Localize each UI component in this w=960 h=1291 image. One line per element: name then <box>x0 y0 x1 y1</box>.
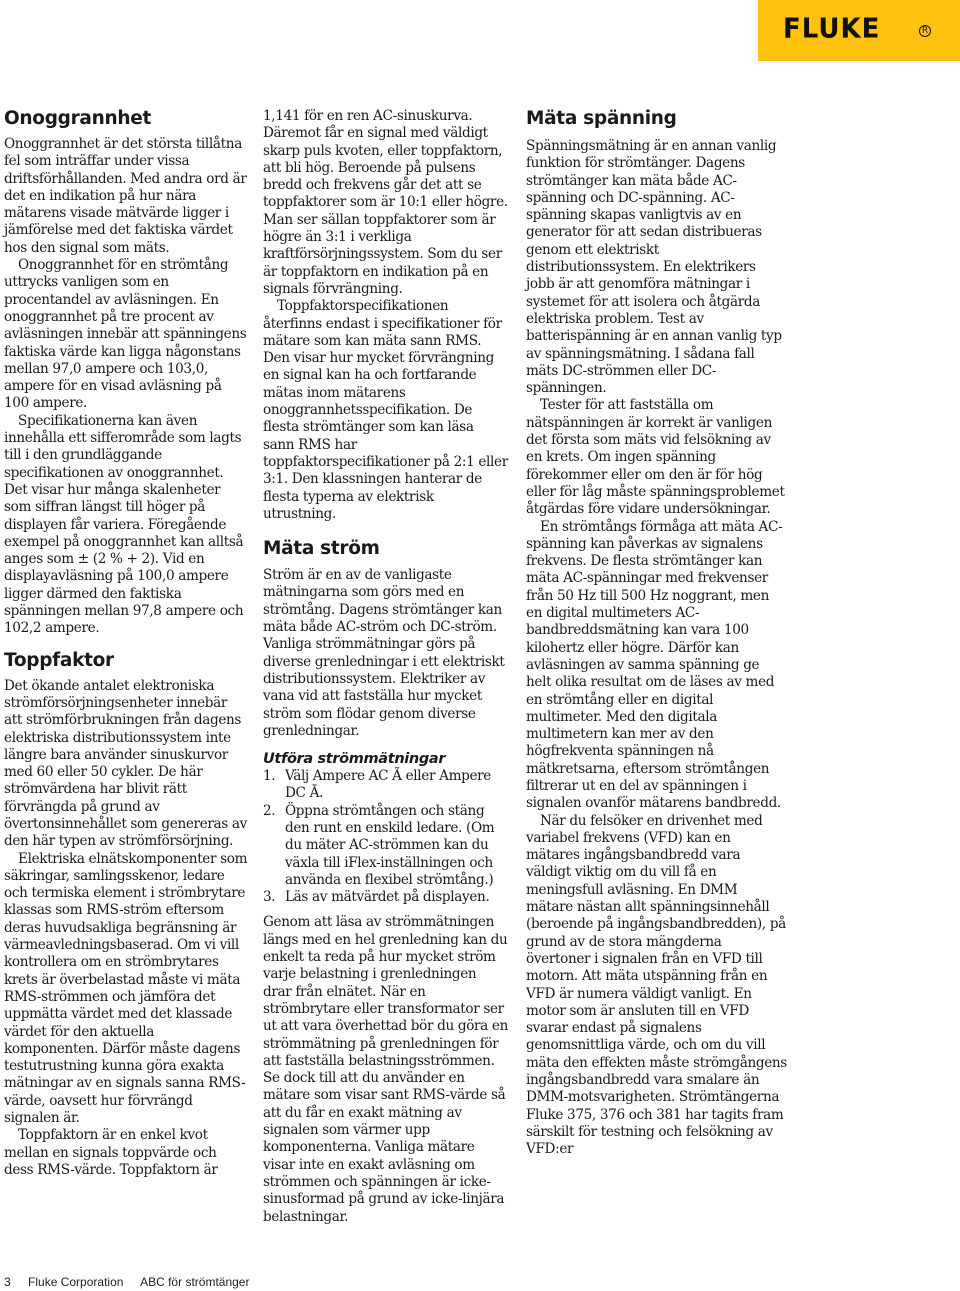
fluke-logo <box>758 0 960 61</box>
paragraph: Toppfaktorspecifikationen återfinns endast i specifikationer för mätare som kan mäta sann RMS. Den visar hur mycket förvrängning en signal kan ha och fortfarande mätas inom mätarens onoggrannhetsspecifikation. De flesta strömtänger som kan läsa sann RMS har toppfaktorspecifikationer på 2:1 eller 3:1. Den klassningen hanterar de flesta typerna av elektrisk utrustning. <box>263 298 508 522</box>
step-text: Öppna strömtången och stäng den runt en enskild ledare. (Om du mäter AC-strömmen kan du växla till iFlex-inställningen och använda en flexibel strömtång.) <box>285 802 495 888</box>
paragraph: Onoggrannhet är det största tillåtna fel som inträffar under vissa driftsförhållanden. Med andra ord är det en indikation på hur nära mätarens visade mätvärde ligger i jämförelse med det faktiska värdet hos den signal som mäts. <box>4 136 247 256</box>
list-item <box>263 768 508 803</box>
step-text: Välj Ampere AC Ã eller Ampere DC Ā. <box>285 768 492 802</box>
paragraph: Ström är en av de vanligaste mätningarna som görs med en strömtång. Dagens strömtänger kan mäta både AC-ström och DC-ström. Vanliga strömmätningar görs på diverse grenledningar i ett elektriskt distributionssystem. Elektriker av vana vid att fastställa hur mycket ström som flödar genom diverse grenledningar. <box>263 567 505 739</box>
logo-text: FLUKE <box>783 13 881 45</box>
paragraph: Genom att läsa av strömmätningen längs med en hel grenledning kan du enkelt ta reda på hur mycket ström varje belastning i grenledningen drar från elnätet. När en strömbrytare eller transformator ser ut att vara överhettad bör du göra en strömmätning på grenledningen för att fastställa belastningsströmmen. Se dock till att du använder en mätare som visar sant RMS-värde så att du får en exakt mätning av signalen som värmer upp komponenterna. Vanliga mätare visar inte en exakt avläsning om strömmen och spänningen är icke-sinusformad på grund av icke-linjära belastningar. <box>263 914 508 1225</box>
step-number: 3. <box>263 889 276 906</box>
paragraph: Tester för att fastställa om nätspänningen är korrekt är vanligen det första som mäts vid felsökning av en krets. Om ingen spänning förekommer eller om den är för hög eller för låg måste spänningsproblemet åtgärdas före vidare undersökningar. <box>526 397 785 518</box>
paragraph: 1,141 för en ren AC-sinuskurva. Däremot får en signal med väldigt skarp puls kvoten, eller toppfaktorn, att bli hög. Beroende på pulsens bredd och frekvens går det att se toppfaktorer som är 10:1 eller högre. Man ser sällan toppfaktorer som är högre än 3:1 i verkliga kraftförsörjningssystem. Som du ser är toppfaktorn en indikation på en signals förvrängning. <box>263 108 508 297</box>
footer-company: Fluke Corporation <box>28 1275 124 1289</box>
steps-list <box>263 768 508 906</box>
paragraph: När du felsöker en drivenhet med variabel frekvens (VFD) kan en mätares ingångsbandbredd vara väldigt viktig om du vill få en meningsfull avläsning. En DMM mätare nästan allt spänningsinnehåll (beroende på ingångsbandbredden), på grund av de stora mängderna övertoner i signalen från en VFD till motorn. Att mäta utspänning från en VFD är numera väldigt vanligt. En motor som är ansluten till en VFD svarar endast på signalens genomsnittliga värde, och om du vill mäta den effekten måste strömgångens ingångsbandbredd vara smalare än DMM-motsvarigheten. Strömtängerna Fluke 375, 376 och 381 har tagits fram särskilt för testning och felsökning av VFD:er <box>526 812 787 1158</box>
heading-onoggrannhet: Onoggrannhet <box>4 108 152 129</box>
list-item <box>263 889 508 906</box>
paragraph: Det ökande antalet elektroniska strömförsörjningsenheter innebär att strömförbrukningen från dagens elektriska distributionssystem inte längre bara använder sinuskurvor med 60 eller 50 cykler. De här strömvärdena har blivit rätt förvrängda på grund av övertonsinnehållet som genereras av den här typen av strömförsörjning. <box>4 677 247 850</box>
paragraph: En strömtångs förmåga att mäta AC-spänning kan påverkas av signalens frekvens. De flesta strömtänger kan mäta AC-spänningar med frekvenser från 50 Hz till 500 Hz noggrant, men en digital multimeters AC-bandbreddsmätning kan vara 100 kilohertz eller högre. Därför kan avläsningen av samma spänning ge helt olika resultat om de läses av med en strömtång eller en digital multimeter. Med den digitala multimetern kan mer av den högfrekventa spänningen nå mätkretsarna, eftersom strömtången filtrerar ut en del av spänningen i signalen ovanför mätarens bandbredd. <box>526 518 783 812</box>
footer-title: ABC för strömtänger <box>140 1275 250 1289</box>
step-number: 2. <box>263 802 276 819</box>
list-item <box>263 803 508 889</box>
heading-toppfaktor: Toppfaktor <box>4 649 114 671</box>
step-number: 1. <box>263 768 276 785</box>
heading-mata-spanning: Mäta spänning <box>526 108 677 129</box>
page-footer <box>4 1275 263 1289</box>
subheading-utfora-strommatningar: Utföra strömmätningar <box>263 751 446 768</box>
column-right <box>526 108 788 1159</box>
paragraph: Toppfaktorn är en enkel kvot mellan en signals toppvärde och dess RMS-värde. Toppfaktorn är <box>4 1127 218 1178</box>
paragraph: Spänningsmätning är en annan vanlig funktion för strömtänger. Dagens strömtänger kan mäta både AC-spänning och DC-spänning. AC-spänning skapas vanligtvis av en generator för att sedan distribueras genom ett elektriskt distributionssystem. En elektrikers jobb är att genomföra mätningar i systemet för att isolera och åtgärda elektriska problem. Test av batterispänning är en annan vanlig typ av spänningsmätning. I sådana fall mäts DC-strömmen eller DC-spänningen. <box>526 138 782 397</box>
page-number: 3 <box>4 1275 11 1289</box>
step-text: Läs av mätvärdet på displayen. <box>285 889 490 906</box>
paragraph: Elektriska elnätskomponenter som säkringar, samlingsskenor, ledare och termiska element i strömbrytare klassas som RMS-ström eftersom deras huvudsakliga begränsning är värmeavledningsbaserad. Om vi vill kontrollera om en strömbrytares krets är överbelastad måste vi mäta RMS-strömmen och jämföra det uppmätta värdet med det klassade värdet för den aktuella komponenten. Därför måste dagens testutrustning kunna göra exakta mätningar av en signals sanna RMS-värde, oavsett hur förvrängd signalen är. <box>4 850 248 1127</box>
registered-mark: R <box>919 25 931 37</box>
column-left <box>4 108 248 1179</box>
paragraph: Onoggrannhet för en strömtång uttrycks vanligen som en procentandel av avläsningen. En onoggrannhet på tre procent av avläsningen innebär att spänningens faktiska värde kan ligga någonstans mellan 97,0 ampere och 103,0, ampere för en visad avläsning på 100 ampere. <box>4 257 247 412</box>
paragraph: Specifikationerna kan även innehålla ett sifferområde som lagts till i den grundläggande specifikationen av onoggrannhet. Det visar hur många skalenheter som siffran längst till höger på displayen får variera. Föregående exempel på onoggrannhet kan alltså anges som ± (2 % + 2). Vid en displayavläsning på 100,0 ampere ligger därmed den faktiska spänningen mellan 97,8 ampere och 102,2 ampere. <box>4 412 244 637</box>
heading-mata-strom: Mäta ström <box>263 538 380 560</box>
column-middle <box>263 108 508 1226</box>
